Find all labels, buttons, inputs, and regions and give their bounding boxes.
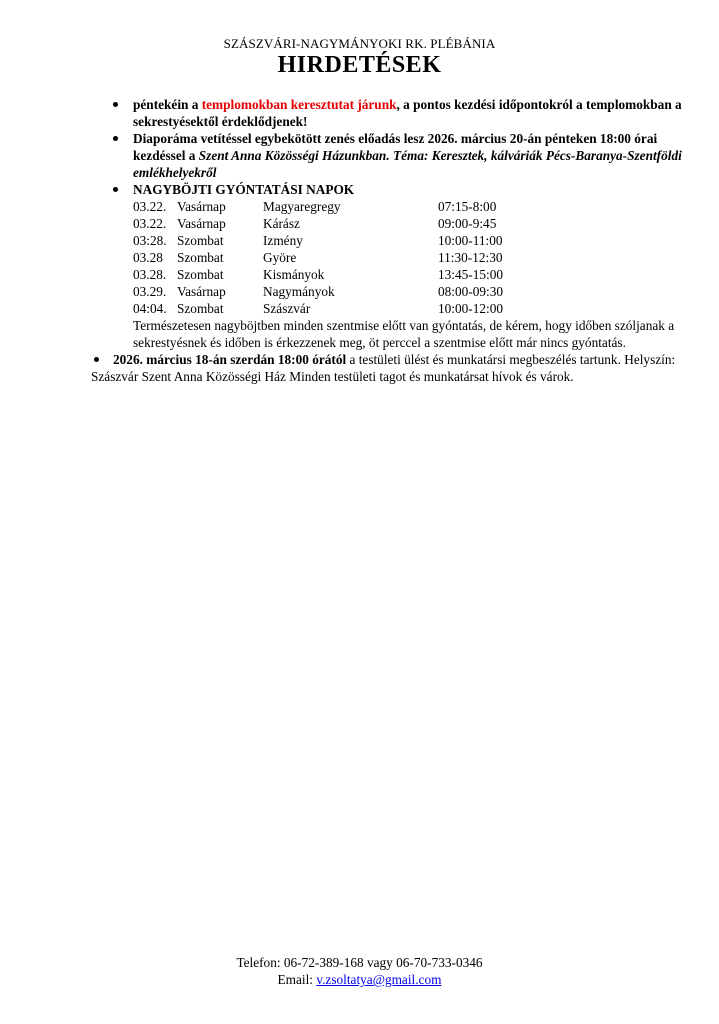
schedule-place: Nagymányok — [263, 284, 335, 299]
schedule-date: 03.29. — [133, 284, 167, 299]
schedule-date: 03.28. — [133, 267, 167, 282]
schedule-date: 03.22. — [133, 216, 167, 231]
schedule-row — [133, 249, 693, 266]
schedule-place: Kismányok — [263, 267, 325, 282]
bullet-icon — [113, 102, 118, 107]
schedule-row — [133, 266, 693, 283]
schedule-day: Vasárnap — [177, 216, 226, 231]
schedule-place: Györe — [263, 250, 297, 265]
meeting-text: a testületi ülést és munkatársi megbeszélés tartunk. Helyszín: Szászvár Szent Anna Közösségi Ház Minden testületi tagot és munkatársat hívok és várok. — [91, 352, 676, 384]
announcement-slideshow — [113, 130, 693, 181]
schedule-row — [133, 283, 693, 300]
schedule-date: 03.28 — [133, 250, 163, 265]
schedule-day: Vasárnap — [177, 199, 226, 214]
schedule-time: 07:15-8:00 — [438, 199, 497, 214]
bullet-icon — [94, 357, 99, 362]
fridays-text-start: péntekéin a — [133, 97, 202, 112]
slideshow-venue-topic: Szent Anna Közösségi Házunkban. Téma: Keresztek, kálváriák Pécs-Baranya-Szentföldi emlékhelyekről — [133, 148, 682, 180]
schedule-date: 03.22. — [133, 199, 167, 214]
announcement-meeting — [91, 351, 693, 385]
schedule-day: Szombat — [177, 250, 224, 265]
slideshow-text: Diaporáma vetítéssel egybekötött zenés előadás lesz 2026. március 20-án pénteken 18:00 órai kezdéssel a — [133, 131, 658, 163]
schedule-row — [133, 300, 693, 317]
schedule-time: 13:45-15:00 — [438, 267, 504, 282]
announcement-fridays — [113, 96, 693, 130]
schedule-place: Szászvár — [263, 301, 311, 316]
schedule-row — [133, 215, 693, 232]
schedule-time: 08:00-09:30 — [438, 284, 504, 299]
schedule-day: Szombat — [177, 233, 224, 248]
schedule-day: Szombat — [177, 267, 224, 282]
schedule-place: Izmény — [263, 233, 303, 248]
page-title: HIRDETÉSEK — [277, 52, 442, 78]
schedule-day: Vasárnap — [177, 284, 226, 299]
schedule-row — [133, 232, 693, 249]
schedule-date: 03:28. — [133, 233, 167, 248]
confession-heading: NAGYBÖJTI GYÓNTATÁSI NAPOK — [133, 182, 355, 197]
fridays-highlight: templomokban keresztutat járunk — [201, 97, 397, 112]
email-label: Email: — [277, 972, 317, 987]
fridays-text-end: , a pontos kezdési időpontokról a templomokban a sekrestyésektől érdeklődjenek! — [133, 97, 682, 129]
schedule-row — [133, 198, 693, 215]
schedule-day: Szombat — [177, 301, 224, 316]
parish-name: SZÁSZVÁRI-NAGYMÁNYOKI RK. PLÉBÁNIA — [223, 36, 496, 51]
footer-phone: Telefon: 06-72-389-168 vagy 06-70-733-0346 — [236, 955, 483, 970]
schedule-time: 11:30-12:30 — [438, 250, 503, 265]
schedule-date: 04:04. — [133, 301, 167, 316]
schedule-time: 10:00-12:00 — [438, 301, 504, 316]
confession-note: Természetesen nagyböjtben minden szentmise előtt van gyóntatás, de kérem, hogy időben szóljanak a sekrestyésnek és időben is érkezzenek meg, öt perccel a szentmise előtt már nincs gyóntatás. — [133, 318, 675, 350]
footer — [0, 954, 719, 988]
email-link[interactable]: v.zsoltatya@gmail.com — [316, 972, 442, 987]
schedule-place: Kárász — [263, 216, 300, 231]
schedule-time: 10:00-11:00 — [438, 233, 503, 248]
confession-schedule — [133, 198, 693, 317]
footer-email-line — [0, 971, 719, 988]
schedule-place: Magyaregregy — [263, 199, 341, 214]
announcements — [91, 96, 693, 385]
meeting-date: 2026. március 18-án szerdán 18:00 órától — [113, 352, 347, 367]
schedule-time: 09:00-9:45 — [438, 216, 497, 231]
bullet-icon — [113, 187, 118, 192]
bullet-icon — [113, 136, 118, 141]
announcement-confession — [113, 181, 693, 198]
